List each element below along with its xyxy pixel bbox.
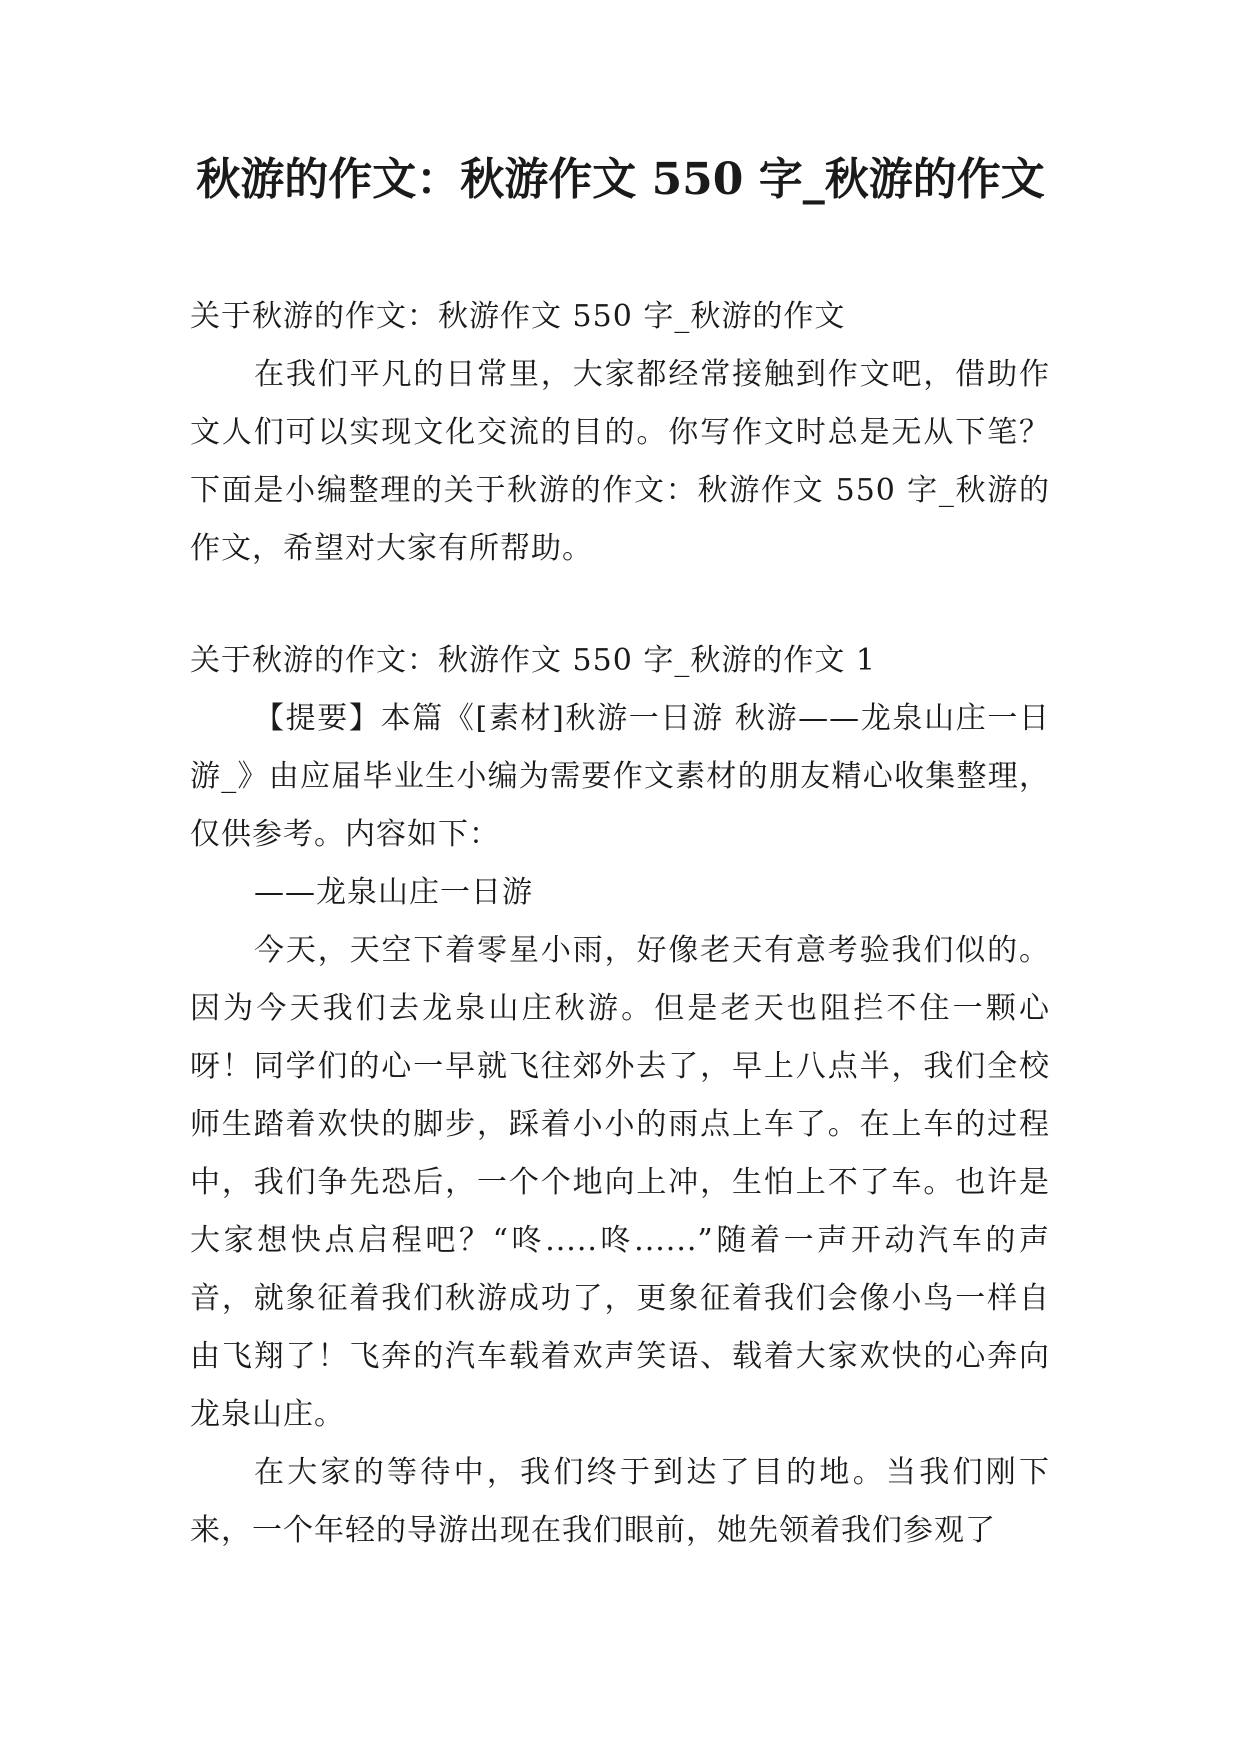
intro-heading: 关于秋游的作文：秋游作文 550 字_秋游的作文: [190, 299, 846, 334]
section1-paragraph-1: 今天，天空下着零星小雨，好像老天有意考验我们似的。因为今天我们去龙泉山庄秋游。但是老天也阻拦不住一颗心呀！同学们的心一早就飞往郊外去了，早上八点半，我们全校师生踏着欢快的脚步，踩着小小的雨点上车了。在上车的过程中，我们争先恐后，一个个地向上冲，生怕上不了车。也许是大家想快点启程吧？“咚.....咚......”随着一声开动汽车的声音，就象征着我们秋游成功了，更象征着我们会像小鸟一样自由飞翔了！飞奔的汽车载着欢声笑语、载着大家欢快的心奔向龙泉山庄。: [190, 933, 1050, 1432]
section1-paragraph-2: 在大家的等待中，我们终于到达了目的地。当我们刚下来，一个年轻的导游出现在我们眼前，她先领着我们参观了: [190, 1455, 1050, 1548]
section-spacer: [190, 578, 1050, 632]
document-title: 秋游的作文：秋游作文 550 字_秋游的作文: [196, 154, 1045, 205]
section1-subtitle: ——龙泉山庄一日游: [254, 875, 533, 910]
document-body: [190, 288, 1050, 1560]
section1-summary-paragraph: 【提要】本篇《[素材]秋游一日游 秋游——龙泉山庄一日游_》由应届毕业生小编为需要作文素材的朋友精心收集整理，仅供参考。内容如下：: [190, 701, 1050, 852]
intro-paragraph: 在我们平凡的日常里，大家都经常接触到作文吧，借助作文人们可以实现文化交流的目的。你写作文时总是无从下笔？下面是小编整理的关于秋游的作文：秋游作文 550 字_秋游的作文，希望对大家有所帮助。: [190, 357, 1050, 566]
section1-heading: 关于秋游的作文：秋游作文 550 字_秋游的作文 1: [190, 643, 876, 678]
